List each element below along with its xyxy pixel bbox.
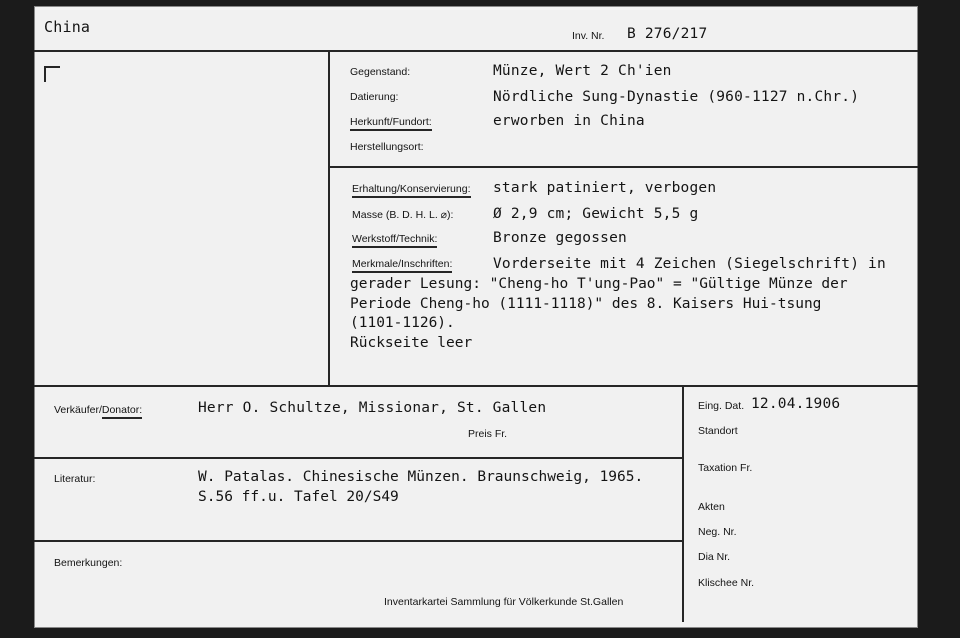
merkmale-first-line: Vorderseite mit 4 Zeichen (Siegelschrift) in [493,256,886,272]
werkstoff-value: Bronze gegossen [493,230,627,246]
erhaltung-label: Erhaltung/Konservierung: [352,183,471,198]
akten-label: Akten [698,501,725,513]
neg-nr-label: Neg. Nr. [698,526,737,538]
dia-nr-label: Dia Nr. [698,551,731,563]
verkaeufer-label-text: Verkäufer/ [54,404,102,416]
masse-label: Masse (B. D. H. L. ⌀): [352,209,454,221]
right-column-divider [682,385,684,622]
gegenstand-label: Gegenstand: [350,66,411,78]
rule-after-seller [34,457,682,459]
corner-mark [44,66,60,82]
preis-label: Preis Fr. [468,428,508,440]
klischee-nr-label: Klischee Nr. [698,577,755,589]
standort-label: Standort [698,425,738,437]
herstellungsort-label: Herstellungsort: [350,141,424,153]
rule-after-literature [34,540,682,542]
literatur-value: W. Patalas. Chinesische Münzen. Braunschweig, 1965. S.56 ff.u. Tafel 20/S49 [198,469,644,505]
herkunft-value: erworben in China [493,113,645,129]
masse-value: Ø 2,9 cm; Gewicht 5,5 g [493,206,699,222]
footer-text: Inventarkartei Sammlung für Völkerkunde St.Gallen [384,596,624,608]
left-column-divider [328,50,330,386]
bemerkungen-label: Bemerkungen: [54,557,123,569]
inv-value: B 276/217 [627,26,708,42]
datierung-label: Datierung: [350,91,399,103]
eing-dat-label: Eing. Dat. [698,400,745,412]
donator-label: Donator: [102,404,142,419]
werkstoff-label: Werkstoff/Technik: [352,233,437,248]
literatur-label: Literatur: [54,473,96,485]
taxation-label: Taxation Fr. [698,462,753,474]
verkaeufer-value: Herr O. Schultze, Missionar, St. Gallen [198,400,547,416]
herkunft-label: Herkunft/Fundort: [350,116,432,131]
rule-after-object [328,166,918,168]
inv-label: Inv. Nr. [572,30,605,42]
verkaeufer-label [54,404,142,416]
gegenstand-value: Münze, Wert 2 Ch'ien [493,63,672,79]
eing-dat-value: 12.04.1906 [751,396,841,412]
header-rule [34,50,918,52]
datierung-value: Nördliche Sung-Dynastie (960-1127 n.Chr.) [493,89,860,105]
merkmale-text: gerader Lesung: "Cheng-ho T'ung-Pao" = "Gültige Münze der Periode Cheng-ho (1111-1118)" des 8. Kaisers Hui-tsung (1101-1126). Rückseite leer [350,276,848,351]
erhaltung-value: stark patiniert, verbogen [493,180,717,196]
country: China [44,18,91,36]
rule-after-condition [34,385,918,387]
merkmale-label: Merkmale/Inschriften: [352,258,452,273]
